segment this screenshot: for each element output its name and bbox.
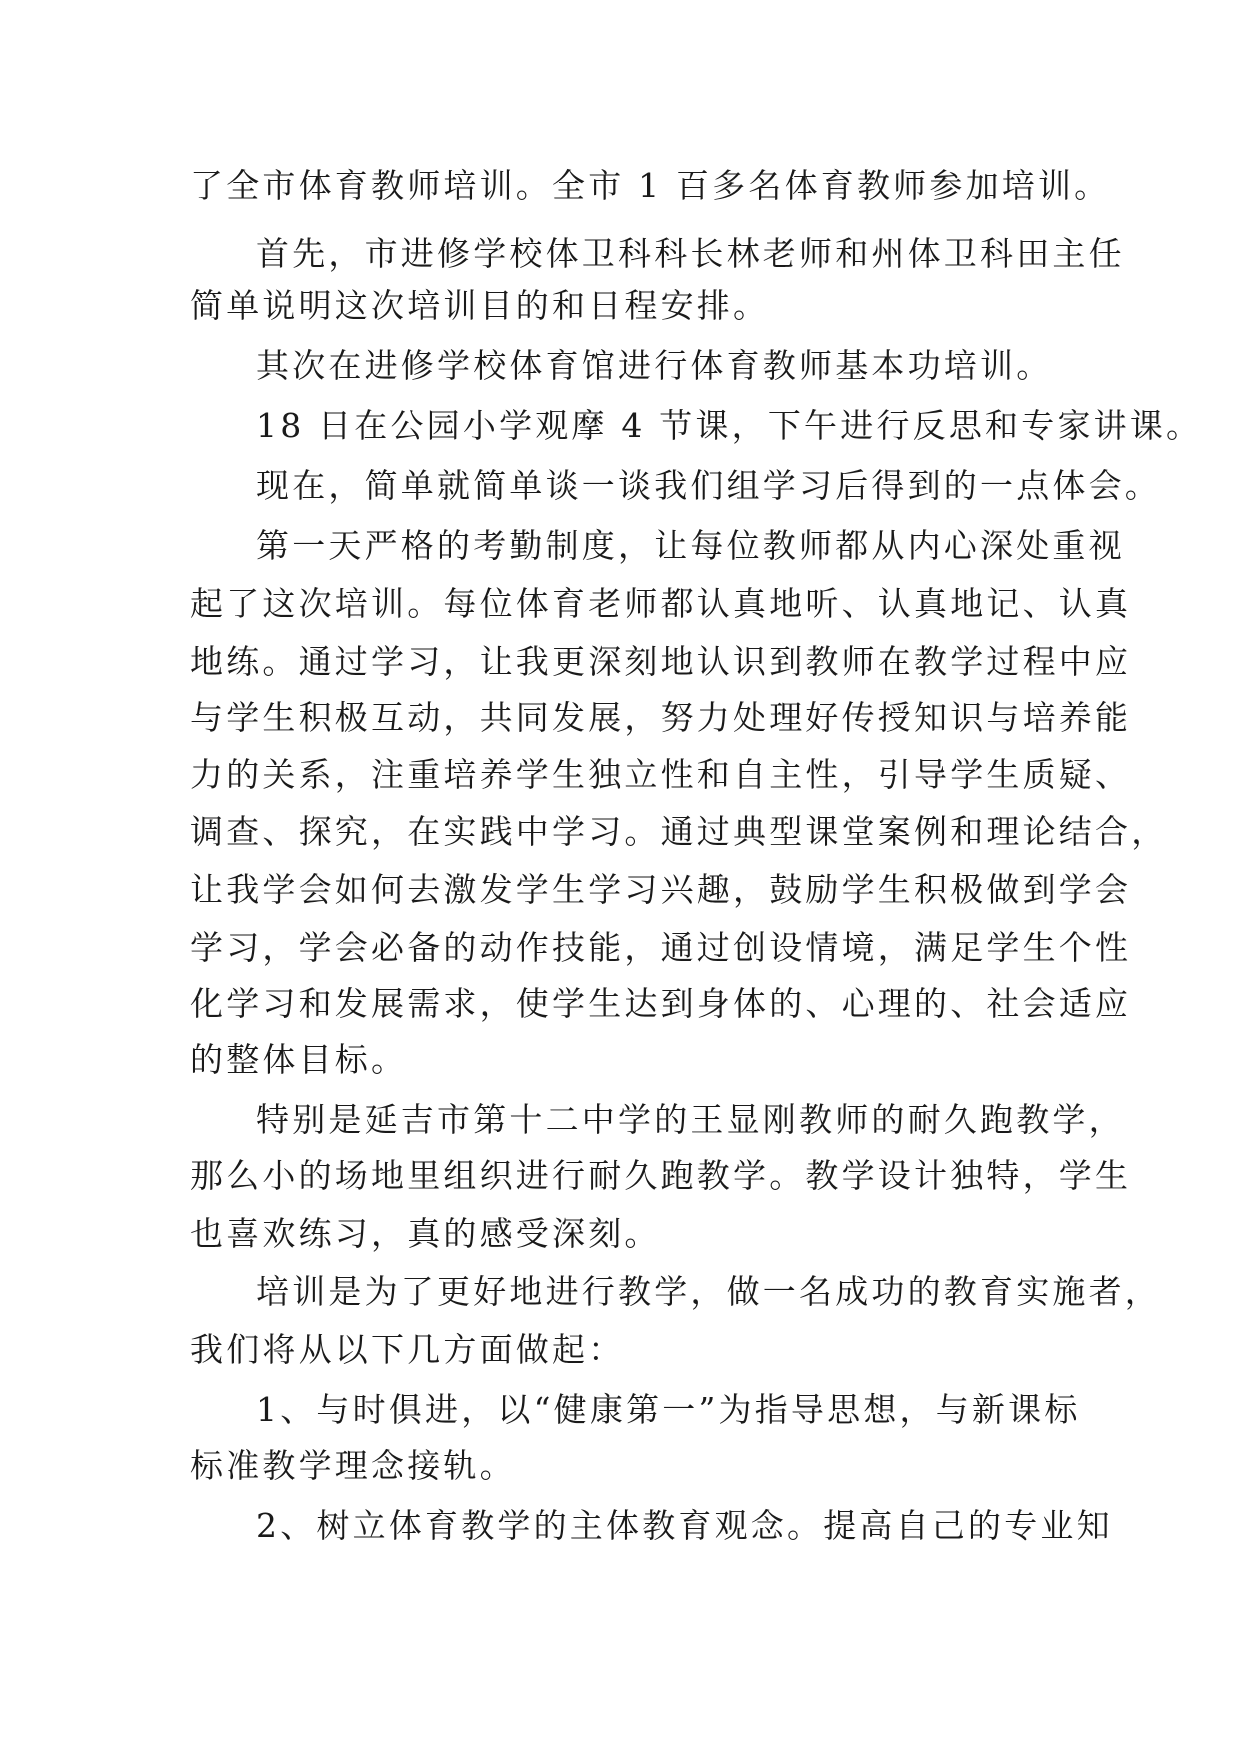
text-line: 的整体目标。 <box>190 1040 408 1079</box>
text-line: 了全市体育教师培训。全市 1 百多名体育教师参加培训。 <box>190 166 1111 205</box>
text-line: 与学生积极互动，共同发展，努力处理好传授知识与培养能 <box>190 698 1132 737</box>
text-line: 起了这次培训。每位体育老师都认真地听、认真地记、认真 <box>190 584 1132 623</box>
paragraph-first-line: 首先，市进修学校体卫科科长林老师和州体卫科田主任 <box>256 234 1125 273</box>
text-line: 调查、探究，在实践中学习。通过典型课堂案例和理论结合， <box>190 812 1168 851</box>
paragraph-first-line: 2、树立体育教学的主体教育观念。提高自己的专业知 <box>256 1506 1113 1545</box>
text-line: 化学习和发展需求，使学生达到身体的、心理的、社会适应 <box>190 984 1132 1023</box>
text-line: 我们将从以下几方面做起： <box>190 1330 625 1369</box>
text-line: 让我学会如何去激发学生学习兴趣，鼓励学生积极做到学会 <box>190 870 1132 909</box>
paragraph-first-line: 其次在进修学校体育馆进行体育教师基本功培训。 <box>256 346 1053 385</box>
paragraph-first-line: 培训是为了更好地进行教学，做一名成功的教育实施者， <box>256 1272 1161 1311</box>
text-line: 学习，学会必备的动作技能，通过创设情境，满足学生个性 <box>190 928 1132 967</box>
paragraph-first-line: 18 日在公园小学观摩 4 节课，下午进行反思和专家讲课。 <box>256 406 1203 445</box>
paragraph-first-line: 1、与时俱进，以“健康第一”为指导思想，与新课标 <box>256 1390 1081 1429</box>
text-line: 那么小的场地里组织进行耐久跑教学。教学设计独特，学生 <box>190 1156 1132 1195</box>
text-line: 力的关系，注重培养学生独立性和自主性，引导学生质疑、 <box>190 755 1132 794</box>
paragraph-first-line: 第一天严格的考勤制度，让每位教师都从内心深处重视 <box>256 526 1125 565</box>
paragraph-first-line: 特别是延吉市第十二中学的王显刚教师的耐久跑教学， <box>256 1100 1125 1139</box>
paragraph-first-line: 现在，简单就简单谈一谈我们组学习后得到的一点体会。 <box>256 466 1161 505</box>
text-line: 标准教学理念接轨。 <box>190 1446 516 1485</box>
text-line: 也喜欢练习，真的感受深刻。 <box>190 1214 661 1253</box>
text-line: 地练。通过学习，让我更深刻地认识到教师在教学过程中应 <box>190 642 1132 681</box>
text-line: 简单说明这次培训目的和日程安排。 <box>190 286 770 325</box>
